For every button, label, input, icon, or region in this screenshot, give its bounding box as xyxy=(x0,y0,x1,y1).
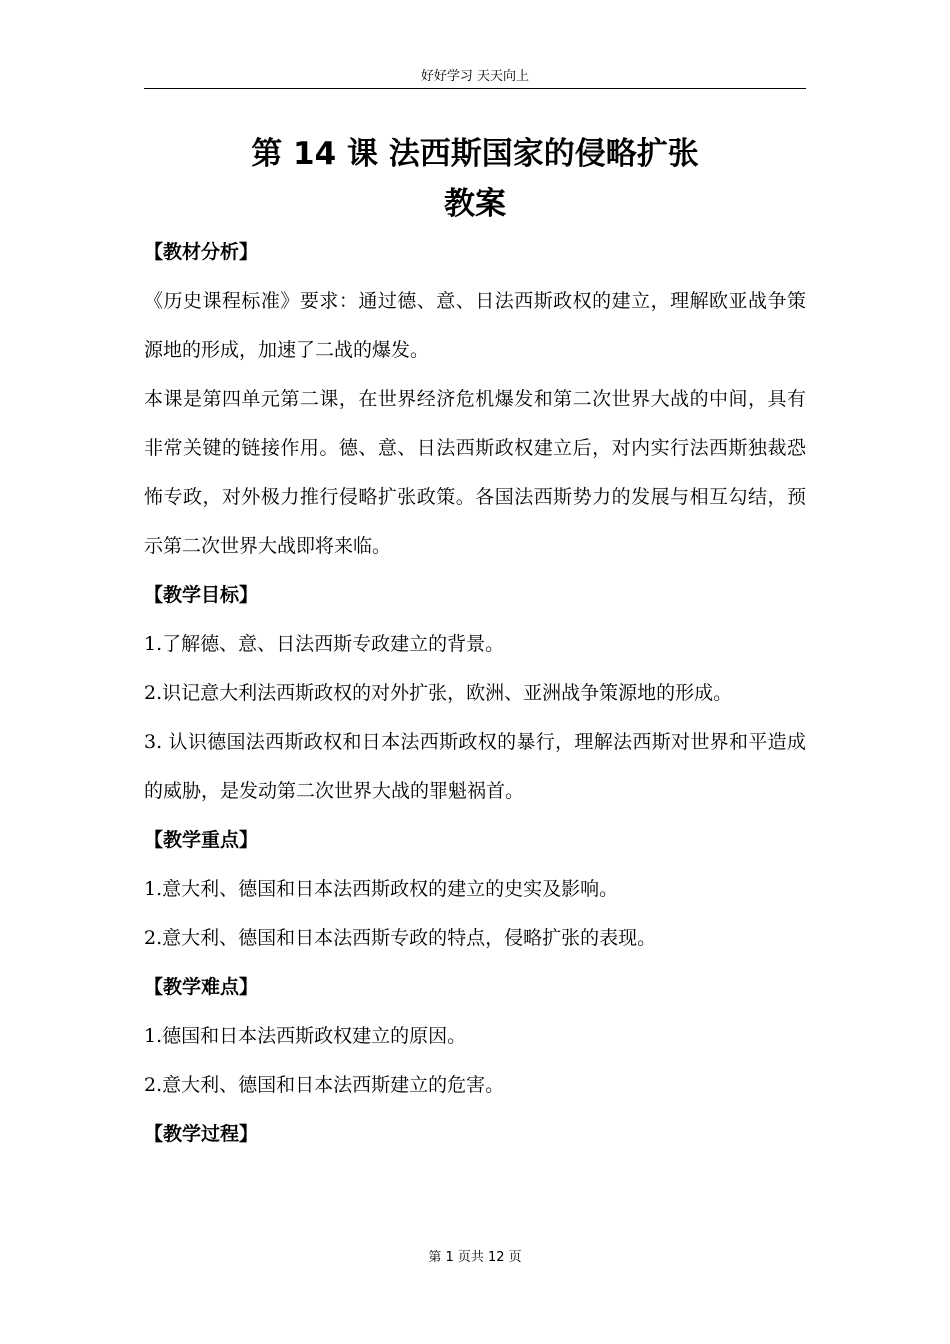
difficulty-item: 1.德国和日本法西斯政权建立的原因。 xyxy=(144,1025,467,1047)
document-title: 第 14 课 法西斯国家的侵略扩张 xyxy=(251,136,699,172)
key-point-item: 1.意大利、德国和日本法西斯政权的建立的史实及影响。 xyxy=(144,878,619,900)
document-body xyxy=(144,228,806,1159)
section-heading-teaching-goals: 【教学目标】 xyxy=(144,584,259,606)
paragraph-curriculum-standard: 《历史课程标准》要求：通过德、意、日法西斯政权的建立，理解欧亚战争策源地的形成，加速了二战的爆发。 xyxy=(144,290,806,361)
document-subtitle: 教案 xyxy=(444,186,506,222)
goal-item: 3. 认识德国法西斯政权和日本法西斯政权的暴行，理解法西斯对世界和平造成的威胁，是发动第二次世界大战的罪魁祸首。 xyxy=(144,731,806,802)
section-heading-teaching-process: 【教学过程】 xyxy=(144,1123,259,1145)
page-header: 好好学习 天天向上 xyxy=(420,69,530,84)
section-heading-material-analysis: 【教材分析】 xyxy=(144,241,259,263)
key-point-item: 2.意大利、德国和日本法西斯专政的特点，侵略扩张的表现。 xyxy=(144,927,657,949)
goal-item: 1.了解德、意、日法西斯专政建立的背景。 xyxy=(144,633,505,655)
section-heading-key-points: 【教学重点】 xyxy=(144,829,259,851)
goal-item: 2.识记意大利法西斯政权的对外扩张，欧洲、亚洲战争策源地的形成。 xyxy=(144,682,733,704)
difficulty-item: 2.意大利、德国和日本法西斯建立的危害。 xyxy=(144,1074,505,1096)
header-divider xyxy=(144,88,806,89)
section-heading-difficulties: 【教学难点】 xyxy=(144,976,259,998)
page-footer: 第 1 页共 12 页 xyxy=(428,1250,522,1265)
paragraph-lesson-context: 本课是第四单元第二课，在世界经济危机爆发和第二次世界大战的中间，具有非常关键的链接作用。德、意、日法西斯政权建立后，对内实行法西斯独裁恐怖专政，对外极力推行侵略扩张政策。各国法西斯势力的发展与相互勾结，预示第二次世界大战即将来临。 xyxy=(144,388,806,557)
